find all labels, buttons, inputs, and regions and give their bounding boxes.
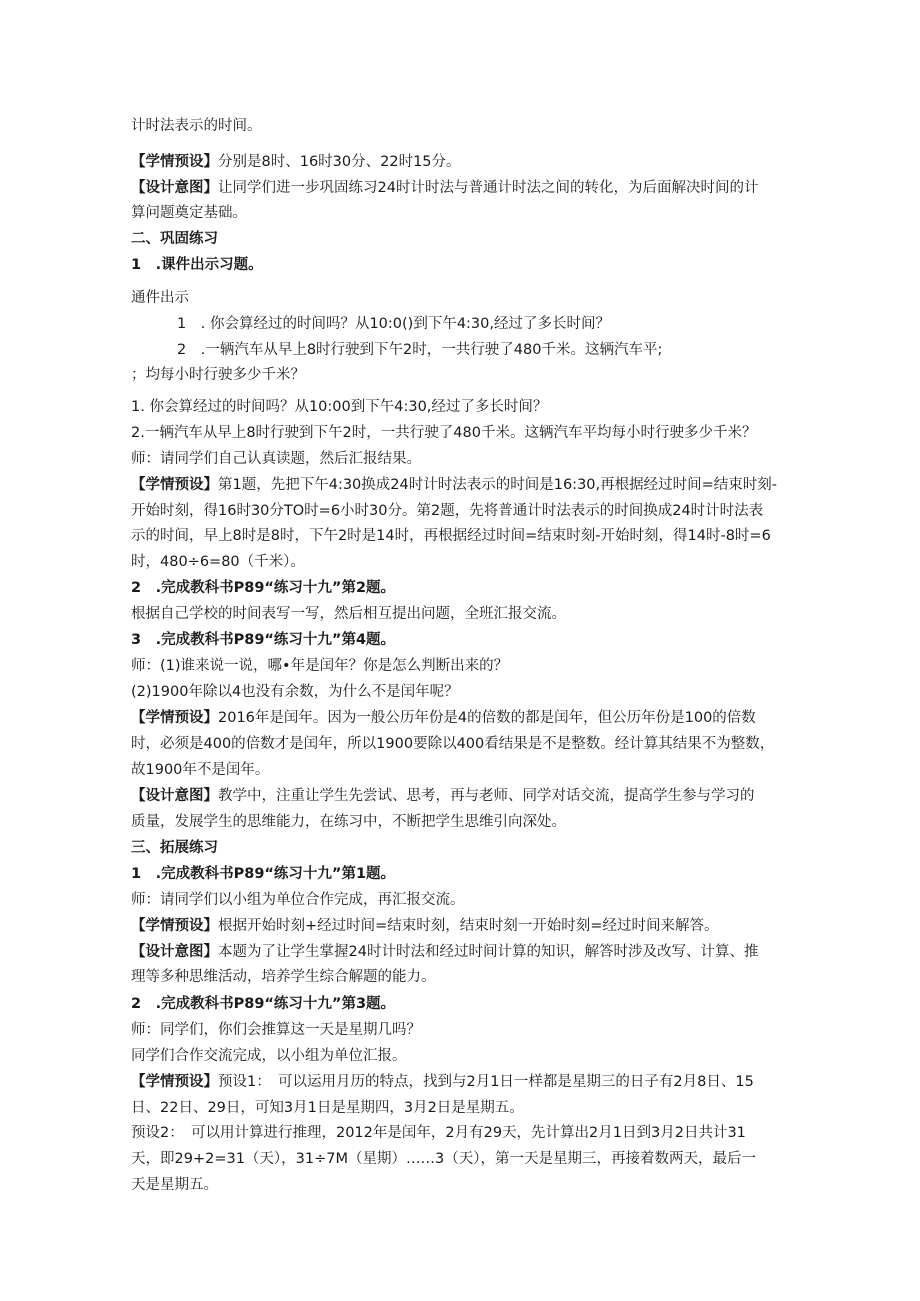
text-run: 故1900年不是闰年。 [131,762,270,778]
text-run: 分别是8时、16时30分、22时15分。 [218,154,461,170]
text-line [131,760,269,780]
text-line [131,656,508,676]
text-run: 通件出示 [131,290,189,306]
text-run: 时，480÷6=80（千米）。 [131,554,305,570]
text-run: 本题为了让学生掌握24时计时法和经过时间计算的知识，解答时涉及改写、计算、推 [218,944,759,960]
text-run: (2)1900年除以4也没有余数，为什么不是闰年呢？ [131,684,459,700]
bold-label: 【学情预设】 [131,1074,218,1090]
text-line [131,475,777,495]
text-line [131,786,755,806]
text-run: 同学们合作交流完成，以小组为单位汇报。 [131,1048,407,1064]
text-run: 示的时间，早上8时是8时，下午2时是14时，再根据经过时间=结束时刻-开始时刻，得14时-8时=6 [131,528,771,544]
text-run: 第1题，先把下午4:30换成24时计时法表示的时间是16:30,再根据经过时间=结束时刻- [218,477,778,493]
bold-label: 3 .完成教科书P89“练习十九”第4题。 [131,632,396,648]
text-line [131,152,461,172]
text-line [131,994,395,1014]
bold-label: 【学情预设】 [131,477,218,493]
text-run: 根据自己学校的时间表写一写，然后相互提出问题，全班汇报交流。 [131,606,566,622]
bold-label: 三、拓展练习 [131,840,218,856]
text-run: 根据开始时刻+经过时间=结束时刻，结束时刻一开始时刻=经过时间来解答。 [218,918,719,934]
text-line [131,1072,754,1092]
text-run: 教学中，注重让学生先尝试、思考，再与老师、同学对话交流，提高学生参与学习的 [218,788,755,804]
text-line [131,229,218,249]
text-line [131,449,421,469]
text-line [131,942,758,962]
bold-label: 1 .课件出示习题。 [131,257,263,273]
text-line [131,890,465,910]
text-run: 1 . 你会算经过的时间吗？从10:0()到下午4:30,经过了多长时间？ [177,316,610,332]
text-line [131,365,305,385]
text-line [131,604,566,624]
bold-label: 【学情预设】 [131,154,218,170]
text-line [131,1149,756,1169]
text-run: 师：同学们，你们会推算这一天是星期几吗？ [131,1022,421,1038]
text-run: 天，即29+2=31（天），31÷7M（星期）……3（天），第一天是星期三，再接着数两天，最后一 [131,1151,756,1167]
text-run: 2.一辆汽车从早上8时行驶到下午2时，一共行驶了480千米。这辆汽车平均每小时行驶多少千米？ [131,425,757,441]
bold-label: 2 .完成教科书P89“练习十九”第2题。 [131,580,396,596]
text-line [131,178,758,198]
text-line [131,916,718,936]
text-line [131,526,771,546]
text-run: 计时法表示的时间。 [131,118,262,134]
text-line [131,501,763,521]
text-line [131,812,566,832]
text-line [131,288,189,308]
text-run: 质量，发展学生的思维能力，在练习中，不断把学生思维引向深处。 [131,814,566,830]
text-run: 师：请同学们自己认真读题，然后汇报结果。 [131,451,421,467]
bold-label: 二、巩固练习 [131,231,218,247]
bold-label: 1 .完成教科书P89“练习十九”第1题。 [131,866,396,882]
bold-label: 【设计意图】 [131,944,218,960]
text-run: 2 .一辆汽车从早上8时行驶到下午2时，一共行驶了480千米。这辆汽车平; [177,342,663,358]
text-run: 理等多种思维活动，培养学生综合解题的能力。 [131,969,436,985]
text-run: 预设2： 可以用计算进行推理，2012年是闰年，2月有29天，先计算出2月1日到3月2日共计31 [131,1125,746,1141]
text-line [131,1046,407,1066]
text-line [131,630,395,650]
bold-label: 【设计意图】 [131,180,218,196]
bold-label: 【设计意图】 [131,788,218,804]
text-line [131,203,247,223]
text-run: 时，必须是400的倍数才是闰年，所以1900要除以400看结果是不是整数。经计算其结果不为整数， [131,736,775,752]
text-line [131,423,756,443]
text-line [131,255,263,275]
bold-label: 【学情预设】 [131,710,218,726]
text-run: 2016年是闰年。因为一般公历年份是4的倍数的都是闰年，但公历年份是100的倍数 [218,710,756,726]
bold-label: 2 .完成教科书P89“练习十九”第3题。 [131,996,396,1012]
text-line [131,838,218,858]
text-run: 日、22日、29日，可知3月1日是星期四，3月2日是星期五。 [131,1100,524,1116]
text-line [131,734,774,754]
text-line [131,1123,746,1143]
text-run: 开始时刻，得16时30分TO时=6小时30分。第2题，先将普通计时法表示的时间换成24时计时法表 [131,503,764,519]
text-line [131,116,262,136]
text-line [131,682,459,702]
text-line [131,708,756,728]
text-line [131,578,395,598]
text-line [177,340,662,360]
text-line [177,314,610,334]
text-run: 天是星期五。 [131,1177,218,1193]
text-line [131,397,547,417]
text-run: 算问题奠定基础。 [131,205,247,221]
text-line [131,1175,218,1195]
bold-label: 【学情预设】 [131,918,218,934]
text-run: 师：请同学们以小组为单位合作完成，再汇报交流。 [131,892,465,908]
text-run: ；均每小时行驶多少千米？ [131,367,305,383]
text-run: 1. 你会算经过的时间吗？从10:00到下午4:30,经过了多长时间？ [131,399,548,415]
text-line [131,967,436,987]
text-line [131,864,395,884]
text-run: 预设1： 可以运用月历的特点，找到与2月1日一样都是星期三的日子有2月8日、15 [218,1074,754,1090]
text-line [131,1020,421,1040]
text-run: 师：(1)谁来说一说，哪•年是闰年？你是怎么判断出来的？ [131,658,509,674]
text-run: 让同学们进一步巩固练习24时计时法与普通计时法之间的转化，为后面解决时间的计 [218,180,759,196]
text-line [131,552,305,572]
text-line [131,1098,524,1118]
